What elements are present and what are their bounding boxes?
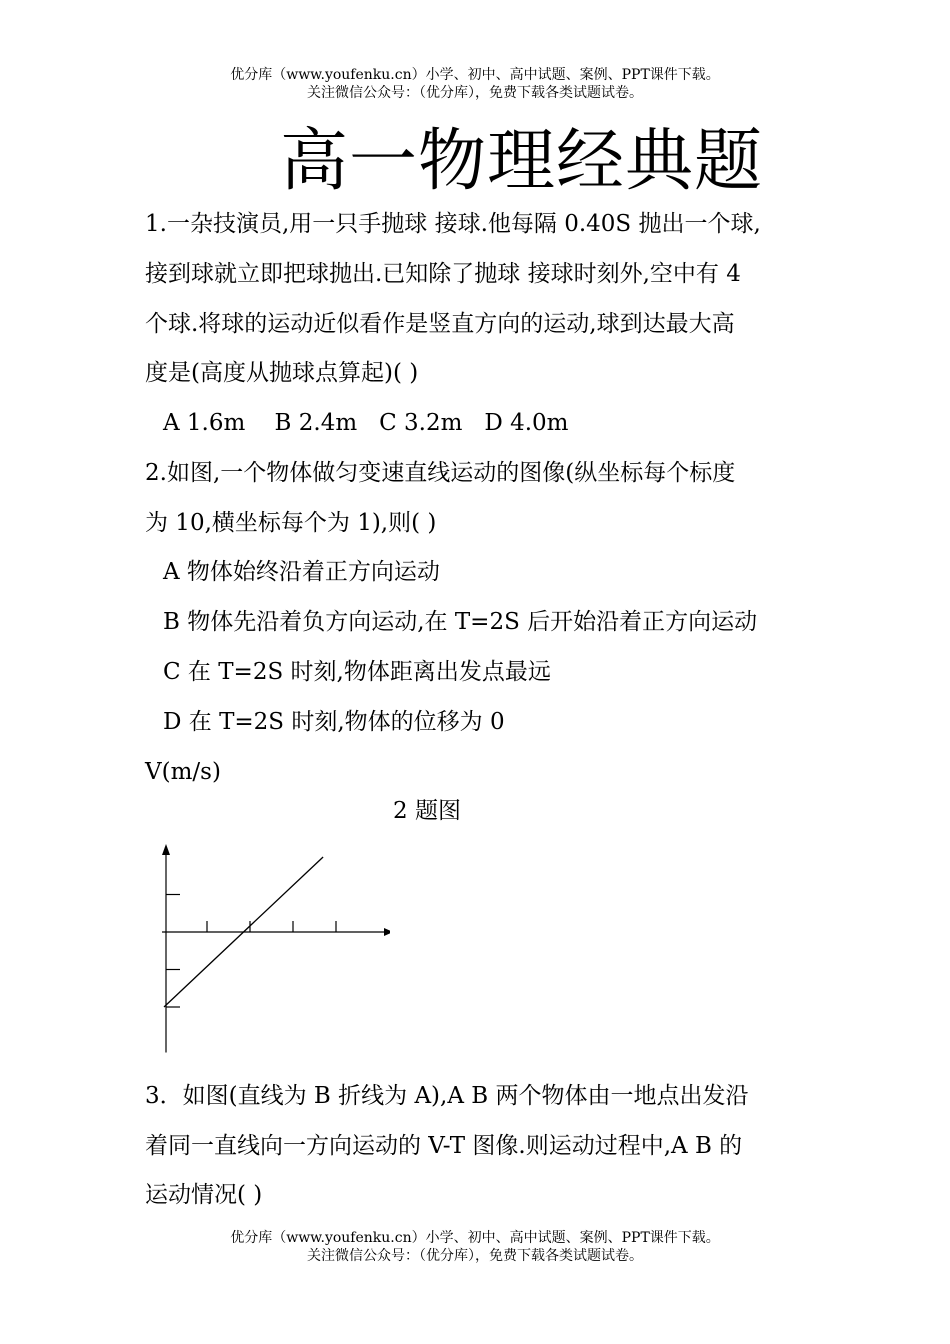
q2-option-c: C 在 T=2S 时刻,物体距离出发点最远 — [163, 659, 551, 685]
q1-options: A 1.6m B 2.4m C 3.2m D 4.0m — [163, 410, 569, 436]
x-axis-arrow — [384, 928, 390, 936]
q1-line-4: 度是(高度从抛球点算起)( ) — [145, 360, 419, 386]
q3-line-3: 运动情况( ) — [145, 1182, 263, 1208]
q2-option-d: D 在 T=2S 时刻,物体的位移为 0 — [163, 709, 505, 735]
footer-line-1: 优分库（www.youfenku.cn）小学、初中、高中试题、案例、PPT课件下载。 — [230, 1230, 720, 1246]
page-footer — [0, 1229, 950, 1265]
q2-option-b: B 物体先沿着负方向运动,在 T=2S 后开始沿着正方向运动 — [163, 609, 758, 635]
q2-option-a: A 物体始终沿着正方向运动 — [163, 559, 440, 585]
q1-line-2: 接到球就立即把球抛出.已知除了抛球 接球时刻外,空中有 4 — [145, 261, 741, 287]
q3-line-2: 着同一直线向一方向运动的 V-T 图像.则运动过程中,A B 的 — [145, 1133, 743, 1159]
page-header — [0, 66, 950, 102]
q3-line-1: 3．如图(直线为 B 折线为 A),A B 两个物体由一地点出发沿 — [145, 1083, 749, 1109]
q2-line-2: 为 10,横坐标每个为 1),则( ) — [145, 510, 437, 536]
chart-y-label: V(m/s) — [145, 759, 221, 785]
footer-line-2: 关注微信公众号：（优分库），免费下载各类试题试卷。 — [307, 1248, 643, 1264]
header-line-1: 优分库（www.youfenku.cn）小学、初中、高中试题、案例、PPT课件下载。 — [230, 67, 720, 83]
header-line-2: 关注微信公众号：（优分库），免费下载各类试题试卷。 — [307, 85, 643, 101]
figure-caption: 2 题图 — [393, 798, 461, 824]
q1-line-3: 个球.将球的运动近似看作是竖直方向的运动,球到达最大高 — [145, 311, 735, 337]
q1-line-1: 1.一杂技演员,用一只手抛球 接球.他每隔 0.40S 抛出一个球, — [145, 211, 761, 237]
page-title: 高一物理经典题 — [280, 122, 764, 201]
q2-line-1: 2.如图,一个物体做匀变速直线运动的图像(纵坐标每个标度 — [145, 460, 736, 486]
y-axis-arrow — [162, 844, 170, 855]
vt-chart — [150, 810, 390, 1060]
